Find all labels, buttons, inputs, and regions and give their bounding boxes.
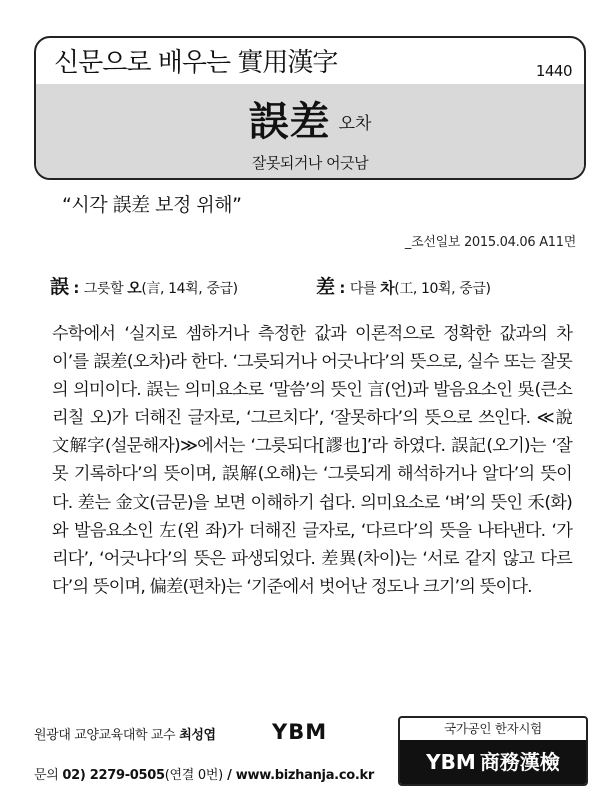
article-source: _조선일보 2015.04.06 A11면 [404, 235, 576, 250]
author-name: 최성엽 [179, 728, 216, 743]
character-detail: (工, 10획, 중급) [394, 281, 491, 297]
character-sound: 오 [127, 279, 142, 297]
word-meaning: 잘못되거나 어긋남 [251, 154, 369, 172]
character-meaning: 다를 [349, 281, 381, 297]
article-headline: “시각 誤差 보정 위해” [62, 194, 242, 216]
header-box [34, 36, 586, 180]
word-heading [36, 90, 584, 147]
series-title [54, 42, 337, 79]
series-korean: 신문으로 배우는 [54, 48, 238, 78]
character-hanja: 差 [316, 276, 335, 298]
article-body: 수학에서 ‘실지로 셈하거나 측정한 값과 이론적으로 정확한 값과의 차이’를 誤差(오차)라 한다. ‘그릇되거나 어긋나다’의 뜻으로, 실수 또는 잘못의 의미이다. 誤는 의미요소로 ‘말씀’의 뜻인 言(언)과 발음요소인 吳(큰소리칠 오)가 더해진 글자로, ‘그르치다’, ‘잘못하다’의 뜻으로 쓰인다. ≪說文解字(설문해자)≫에서는 ‘그릇되다[謬也]’라 하였다. 誤記(오기)는 ‘잘못 기록하다’의 뜻이며, 誤解(오해)는 ‘그릇되게 해석하거나 알다’의 뜻이다. 差는 金文(금문)을 보면 이해하기 쉽다. 의미요소로 ‘벼’의 뜻인 禾(화)와 발음요소인 左(왼 좌)가 더해진 글자로, ‘다르다’의 뜻을 나타낸다. ‘가리다’, ‘어긋나다’의 뜻은 파생되었다. 差異(차이)는 ‘서로 같지 않고 다르다’의 뜻이며, 偏差(편차)는 ‘기준에서 벗어난 정도나 크기’의 뜻이다. [52, 324, 572, 597]
badge-brand-ybm: YBM [426, 750, 476, 774]
contact-url[interactable]: / www.bizhanja.co.kr [222, 768, 374, 783]
character-colon: : [68, 279, 84, 297]
issue-number: 1440 [535, 62, 572, 80]
character-colon: : [334, 279, 350, 297]
word-panel [36, 84, 584, 178]
character-hanja: 誤 [50, 276, 69, 298]
badge-brand-hanja: 商務漢檢 [479, 750, 560, 774]
ybm-logo: YBM [272, 720, 328, 744]
contact-label: 문의 [34, 768, 63, 783]
badge-brand [400, 740, 586, 784]
word-reading: 오차 [338, 114, 372, 134]
contact-line [34, 764, 374, 783]
exam-badge [398, 716, 588, 786]
author-affiliation: 원광대 교양교육대학 교수 [34, 728, 176, 743]
contact-phone-note: (연결 0번) [164, 768, 223, 783]
header-title-bar [36, 38, 584, 84]
character-detail: (言, 14획, 중급) [141, 281, 238, 297]
character-info-1 [50, 272, 238, 299]
character-info-2 [316, 272, 491, 299]
series-hanja: 實用漢字 [237, 48, 338, 78]
character-meaning: 그릇할 [83, 281, 128, 297]
contact-phone: 02) 2279-0505 [62, 768, 165, 783]
badge-caption: 국가공인 한자시험 [444, 721, 542, 736]
word-hanja: 誤差 [248, 98, 331, 145]
character-sound: 차 [380, 279, 395, 297]
author-line [34, 724, 216, 743]
